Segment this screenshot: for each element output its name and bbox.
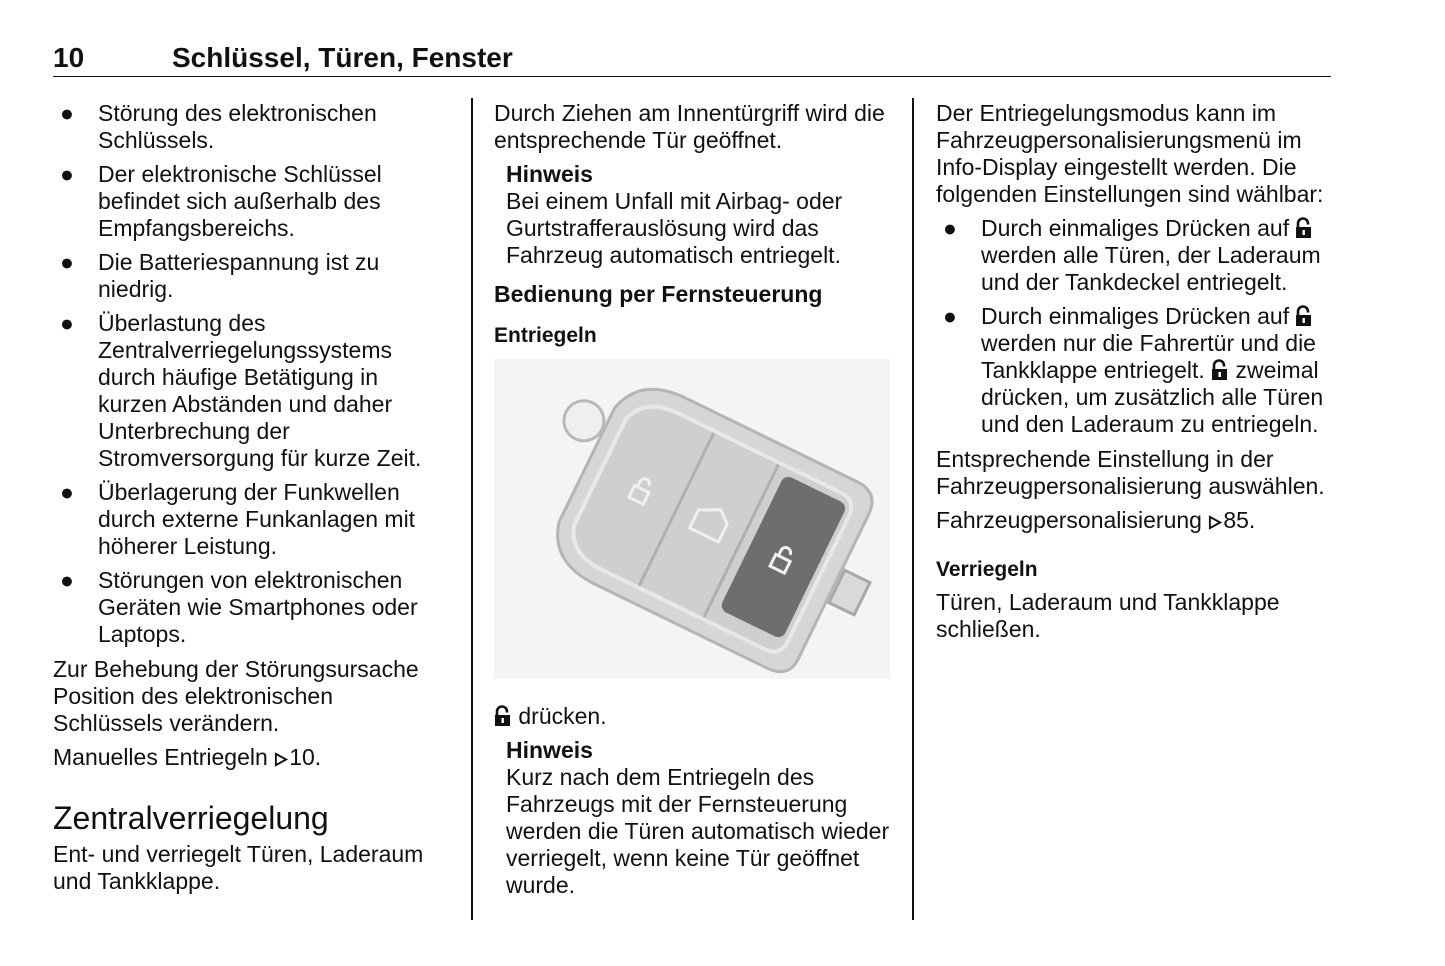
list-item: ● Die Batteriespannung ist zu niedrig. xyxy=(60,249,380,302)
list-item: ● Störung des elektronischen Schlüssels. xyxy=(60,100,377,153)
list-item: ● Der elektronische Schlüssel befindet sich außerhalb des Empfangsbereichs. xyxy=(60,161,382,241)
section-heading: Bedienung per Fernsteuerung xyxy=(494,281,823,307)
unlock-icon xyxy=(1295,217,1313,239)
column-divider xyxy=(471,98,473,920)
note-box xyxy=(494,737,892,899)
paragraph: Türen, Laderaum und Tankklappe schließen. xyxy=(936,589,1280,642)
bullet-icon: ● xyxy=(60,567,74,593)
note-title: Hinweis xyxy=(506,161,593,187)
page-number: 10 xyxy=(53,42,85,73)
reference-arrow-icon xyxy=(274,751,289,768)
paragraph: Durch Ziehen am Innentürgriff wird die entsprechende Tür geöffnet. xyxy=(494,100,885,153)
bullet-icon: ● xyxy=(60,100,74,126)
unlock-icon xyxy=(1211,359,1229,381)
cross-reference[interactable]: Manuelles Entriegeln 10. xyxy=(53,744,322,770)
note-text: Bei einem Unfall mit Airbag- oder Gurtstrafferauslösung wird das Fahrzeug automatisch entriegelt. xyxy=(506,188,843,268)
column-divider xyxy=(912,98,914,920)
list-item: ● Durch einmaliges Drücken auf werden nur die Fahrertür und die Tankklappe entriegelt. zweimal drücken, um zusätzlich alle Türen und den Laderaum zu entriegeln. xyxy=(943,303,1324,437)
unlock-icon xyxy=(494,705,512,727)
bullet-icon: ● xyxy=(943,303,957,329)
bullet-icon: ● xyxy=(60,161,74,187)
list-item: ● Störungen von elektronischen Geräten wie Smartphones oder Laptops. xyxy=(60,567,418,647)
column-right xyxy=(936,100,1334,650)
note-box xyxy=(494,161,892,269)
paragraph: Zur Behebung der Störungsursache Position des elektronischen Schlüssels verändern. xyxy=(53,656,419,736)
reference-arrow-icon xyxy=(1208,514,1223,531)
note-title: Hinweis xyxy=(506,737,593,763)
bullet-icon: ● xyxy=(943,215,957,241)
note-text: Kurz nach dem Entriegeln des Fahrzeugs mit der Fernsteuerung werden die Türen automatisch wieder verriegelt, wenn keine Tür geöffnet wurde. xyxy=(506,764,890,898)
bullet-icon: ● xyxy=(60,479,74,505)
cross-reference[interactable]: Fahrzeugpersonalisierung 85. xyxy=(936,507,1256,533)
paragraph: Der Entriegelungsmodus kann im Fahrzeugpersonalisierungsmenü im Info-Display eingestellt werden. Die folgenden Einstellungen sind wählbar: xyxy=(936,100,1324,207)
bullet-icon: ● xyxy=(60,249,74,275)
bullet-list xyxy=(53,100,448,648)
page-header xyxy=(53,42,1331,77)
sub-heading: Entriegeln xyxy=(494,324,597,347)
bullet-icon: ● xyxy=(60,310,74,336)
key-fob-illustration xyxy=(494,359,890,679)
press-instruction: drücken. xyxy=(494,703,892,730)
list-item: ● Überlagerung der Funkwellen durch externe Funkanlagen mit höherer Leistung. xyxy=(60,479,416,559)
paragraph: Ent- und verriegelt Türen, Laderaum und Tankklappe. xyxy=(53,841,424,894)
bullet-list xyxy=(936,215,1334,438)
section-heading: Zentralverriegelung xyxy=(53,800,329,836)
column-middle xyxy=(494,100,892,909)
column-left xyxy=(53,100,448,902)
list-item: ● Überlastung des Zentralverriegelungssystems durch häufige Betätigung in kurzen Abständen und daher Unterbrechung der Stromversorgung für kurze Zeit. xyxy=(60,310,422,471)
unlock-icon xyxy=(1295,305,1313,327)
paragraph: Entsprechende Einstellung in der Fahrzeugpersonalisierung auswählen. xyxy=(936,446,1325,499)
sub-heading: Verriegeln xyxy=(936,558,1038,581)
list-item: ● Durch einmaliges Drücken auf werden alle Türen, der Laderaum und der Tankdeckel entriegelt. xyxy=(943,215,1321,295)
chapter-title: Schlüssel, Türen, Fenster xyxy=(172,42,513,73)
